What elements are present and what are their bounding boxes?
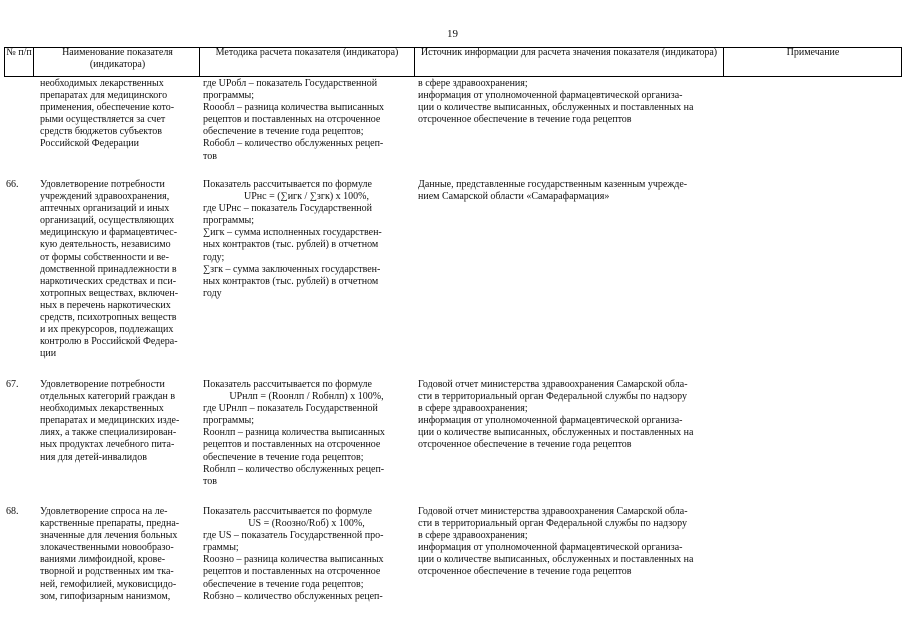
row-method-cell: [203, 379, 410, 488]
text-line: программы;: [203, 215, 255, 227]
text-line: граммы;: [203, 542, 239, 554]
header-method: Методика расчета показателя (индикатора): [215, 47, 399, 58]
text-line: значенные для лечения больных: [40, 530, 178, 542]
text-line: аптечных организаций и иных: [40, 203, 170, 215]
text-line: необходимых лекарственных: [40, 78, 164, 89]
text-line: Показатель рассчитывается по формуле: [203, 379, 372, 390]
text-line: в сфере здравоохранения;: [418, 403, 528, 415]
text-line: контролю в Российской Федера-: [40, 336, 178, 348]
row-number: 68.: [6, 506, 19, 517]
row-source-cell: [418, 506, 720, 579]
text-line: организаций, осуществляющих: [40, 215, 175, 227]
text-line: Rоонлп – разница количества выписанных: [203, 427, 385, 439]
text-line: US = (Rоозно/Rоб) x 100%,: [248, 518, 365, 530]
row-name-cell: [40, 78, 196, 151]
text-line: сти в территориальный орган Федеральной службы по надзору: [418, 518, 688, 530]
text-line: Годовой отчет министерства здравоохранения Самарской обла-: [418, 506, 688, 517]
header-num: № п/п: [6, 47, 32, 58]
text-line: обеспечение в течение года рецептов;: [203, 126, 364, 138]
text-line: ных в перечень наркотических: [40, 299, 171, 311]
header-source: Источник информации для расчета значения показателя (индикатора): [420, 47, 718, 58]
row-name-cell: [40, 179, 196, 360]
text-line: обеспечение в течение года рецептов;: [203, 578, 364, 590]
col-divider: [199, 47, 200, 76]
col-divider: [723, 47, 724, 76]
text-line: Удовлетворение потребности: [40, 379, 165, 390]
text-line: сти в территориальный орган Федеральной службы по надзору: [418, 391, 688, 403]
text-line: хотропных веществах, включен-: [40, 287, 179, 299]
row-method-cell: [203, 506, 410, 603]
text-line: UPнлп = (Rоонлп / Rобнлп) x 100%,: [229, 391, 384, 403]
text-line: ней, гемофилией, муковисцидо-: [40, 578, 177, 590]
text-line: ния для детей-инвалидов: [40, 451, 147, 463]
row-number: 66.: [6, 179, 19, 190]
text-line: творной и родственных им тка-: [40, 566, 174, 578]
text-line: домственной принадлежности в: [40, 263, 177, 275]
text-line: Rоозно – разница количества выписанных: [203, 554, 384, 566]
text-line: ции о количестве выписанных, обслуженных и поставленных на: [418, 427, 694, 439]
text-line: лиях, а также специализирован-: [40, 427, 177, 439]
text-line: рецептов и поставленных на отсроченное: [203, 114, 381, 126]
text-line: учреждений здравоохранения,: [40, 191, 170, 203]
text-line: ∑игк – сумма исполненных государствен-: [203, 227, 382, 239]
text-line: средств, психотропных веществ: [40, 312, 177, 324]
text-line: году;: [203, 251, 225, 263]
text-line: необходимых лекарственных: [40, 403, 164, 415]
text-line: Показатель рассчитывается по формуле: [203, 179, 372, 190]
text-line: рыми осуществляется за счет: [40, 114, 166, 126]
row-name-cell: [40, 506, 196, 603]
text-line: информация от уполномоченной фармацевтической организа-: [418, 542, 683, 554]
text-line: отдельных категорий граждан в: [40, 391, 176, 403]
text-line: и их прекурсоров, подлежащих: [40, 324, 174, 336]
header-name: Наименование показателя (индикатора): [62, 47, 173, 70]
text-line: от формы собственности и ве-: [40, 251, 169, 263]
text-line: году: [203, 287, 222, 299]
text-line: программы;: [203, 90, 255, 102]
text-line: рецептов и поставленных на отсроченное: [203, 566, 381, 578]
row-method-cell: [203, 78, 410, 163]
text-line: злокачественными новообразо-: [40, 542, 174, 554]
text-line: Rоообл – разница количества выписанных: [203, 102, 385, 114]
text-line: отсроченное обеспечение в течение года рецептов: [418, 566, 632, 578]
text-line: применения, обеспечение кото-: [40, 102, 175, 114]
text-line: ваниями лимфоидной, крове-: [40, 554, 166, 566]
text-line: информация от уполномоченной фармацевтической организа-: [418, 90, 683, 102]
row-source-cell: [418, 179, 720, 203]
text-line: ции: [40, 348, 57, 360]
text-line: в сфере здравоохранения;: [418, 78, 528, 89]
row-source-cell: [418, 379, 720, 452]
row-number: 67.: [6, 379, 19, 390]
row-source-cell: [418, 78, 720, 126]
row-method-cell: [203, 179, 410, 300]
text-line: программы;: [203, 415, 255, 427]
text-line: рецептов и поставленных на отсроченное: [203, 439, 381, 451]
text-line: наркотических средствах и пси-: [40, 275, 177, 287]
text-line: Годовой отчет министерства здравоохранения Самарской обла-: [418, 379, 688, 390]
text-line: отсроченное обеспечение в течение года рецептов: [418, 439, 632, 451]
text-line: Rобнлп – количество обслуженных рецеп-: [203, 463, 385, 475]
text-line: UPнс = (∑игк / ∑згк) x 100%,: [244, 191, 369, 203]
text-line: где UPнс – показатель Государственной: [203, 203, 373, 215]
text-line: Rобобл – количество обслуженных рецеп-: [203, 138, 384, 150]
text-line: Показатель рассчитывается по формуле: [203, 506, 372, 517]
text-line: ции о количестве выписанных, обслуженных и поставленных на: [418, 554, 694, 566]
text-line: зом, гипофизарным нанизмом,: [40, 590, 171, 602]
text-line: ных контрактов (тыс. рублей) в отчетном: [203, 275, 379, 287]
text-line: медицинскую и фармацевтичес-: [40, 227, 178, 239]
text-line: тов: [203, 475, 217, 487]
text-line: ных продуктах лечебного пита-: [40, 439, 175, 451]
text-line: нием Самарской области «Самарафармация»: [418, 191, 610, 203]
text-line: ции о количестве выписанных, обслуженных и поставленных на: [418, 102, 694, 114]
text-line: где UPнлп – показатель Государственной: [203, 403, 378, 415]
text-line: где US – показатель Государственной про-: [203, 530, 384, 542]
text-line: тов: [203, 150, 217, 162]
text-line: ных контрактов (тыс. рублей) в отчетном: [203, 239, 379, 251]
text-line: информация от уполномоченной фармацевтической организа-: [418, 415, 683, 427]
col-divider: [414, 47, 415, 76]
text-line: Удовлетворение потребности: [40, 179, 165, 190]
text-line: ∑згк – сумма заключенных государствен-: [203, 263, 381, 275]
header-bottom-rule: [4, 76, 902, 77]
header-note: Примечание: [786, 47, 840, 58]
text-line: препаратах для медицинского: [40, 90, 168, 102]
col-divider: [901, 47, 902, 76]
row-name-cell: [40, 379, 196, 464]
col-divider: [33, 47, 34, 76]
text-line: Российской Федерации: [40, 138, 140, 150]
page-number: 19: [447, 28, 458, 40]
text-line: обеспечение в течение года рецептов;: [203, 451, 364, 463]
text-line: где UPобл – показатель Государственной: [203, 78, 378, 89]
text-line: кую деятельность, независимо: [40, 239, 171, 251]
text-line: карственные препараты, предна-: [40, 518, 180, 530]
text-line: в сфере здравоохранения;: [418, 530, 528, 542]
text-line: отсроченное обеспечение в течение года рецептов: [418, 114, 632, 126]
text-line: препаратах и медицинских изде-: [40, 415, 180, 427]
text-line: средств бюджетов субъектов: [40, 126, 162, 138]
text-line: Данные, представленные государственным казенным учрежде-: [418, 179, 688, 190]
text-line: Rобзно – количество обслуженных рецеп-: [203, 590, 383, 602]
text-line: Удовлетворение спроса на ле-: [40, 506, 168, 517]
